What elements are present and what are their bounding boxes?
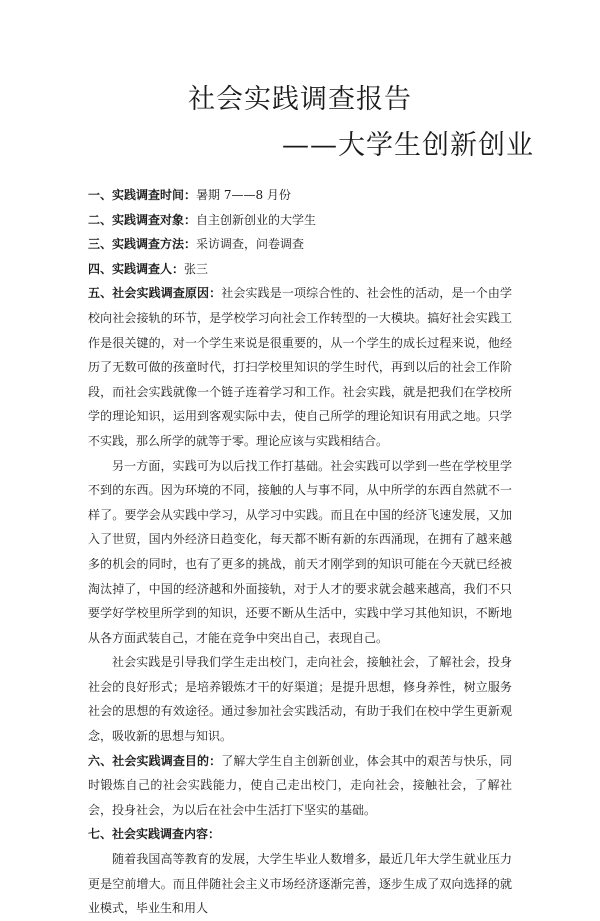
paragraph-social-practice: 社会实践是引导我们学生走出校门，走向社会，接触社会，了解社会，投身社会的良好形式；是培养锻炼才干的好渠道；是提升思想，修身养性，树立服务社会的思想的有效途径。通过参加社会实践活动，有助于我们在校中学生更新观念，吸收新的思想与知识。: [88, 655, 512, 744]
info-line-subject: [88, 208, 512, 233]
section-label: 五、社会实践调查原因：: [88, 286, 222, 301]
section-purpose: [88, 749, 512, 823]
paragraph-employment: 随着我国高等教育的发展，大学生毕业人数增多，最近几年大学生就业压力更是空前增大。而且伴随社会主义市场经济逐渐完善，逐步生成了双向选择的就业模式，毕业生和用人: [88, 852, 512, 916]
info-line-investigator: [88, 257, 512, 282]
document-body: [88, 183, 512, 921]
info-value: 张三: [184, 261, 209, 276]
info-line-method: [88, 232, 512, 257]
section-content: [88, 822, 512, 847]
document-subtitle: ——大学生创新创业: [282, 130, 534, 161]
section-label: 七、社会实践调查内容：: [88, 827, 221, 842]
paragraph-work-foundation: 另一方面，实践可为以后找工作打基础。社会实践可以学到一些在学校里学不到的东西。因为环境的不同，接触的人与事不同，从中所学的东西自然就不一样了。要学会从实践中学习，从学习中实践。而且在中国的经济飞速发展，又加入了世贸，国内外经济日趋变化，每天都不断有新的东西涌现，在拥有了越来越多的机会的同时，也有了更多的挑战，前天才刚学到的知识可能在今天就已经被淘汰掉了，中国的经济越和外面接轨，对于人才的要求就会越来越高，我们不只要学好学校里所学到的知识，还要不断从生活中，实践中学习其他知识，不断地从各方面武装自己，才能在竞争中突出自己，表现自己。: [88, 458, 512, 645]
section-text: 社会实践是一项综合性的、社会性的活动，是一个由学校向社会接轨的环节，是学校学习向社会工作转型的一大模块。搞好社会实践工作是很关键的，对一个学生来说是很重要的，从一个学生的成长过程来说，他经历了无数可做的孩童时代，打扫学校里知识的学生时代，再到以后的社会工作阶段，而社会实践就像一个链子连着学习和工作。社会实践，就是把我们在学校所学的理论知识，运用到客观实际中去，使自己所学的理论知识有用武之地。只学不实践，那么所学的就等于零。理论应该与实践相结合。: [88, 286, 512, 448]
info-value: 暑期 7——8 月份: [196, 188, 291, 202]
section-text: 了解大学生自主创新创业，体会其中的艰苦与快乐，同时锻炼自己的社会实践能力，使自己走出校门，走向社会，接触社会，了解社会，投身社会，为以后在社会中生活打下坚实的基础。: [88, 753, 512, 817]
info-label: 三、实践调查方法：: [88, 237, 197, 252]
document-title: 社会实践调查报告: [188, 84, 412, 115]
info-label: 一、实践调查时间：: [88, 188, 197, 202]
info-line-time: [88, 183, 512, 208]
info-value: 自主创新创业的大学生: [196, 212, 317, 227]
info-label: 四、实践调查人：: [88, 261, 185, 276]
info-value: 采访调查，问卷调查: [196, 237, 305, 252]
section-reason: [88, 281, 512, 453]
section-label: 六、社会实践调查目的：: [88, 753, 222, 768]
info-label: 二、实践调查对象：: [88, 212, 197, 227]
